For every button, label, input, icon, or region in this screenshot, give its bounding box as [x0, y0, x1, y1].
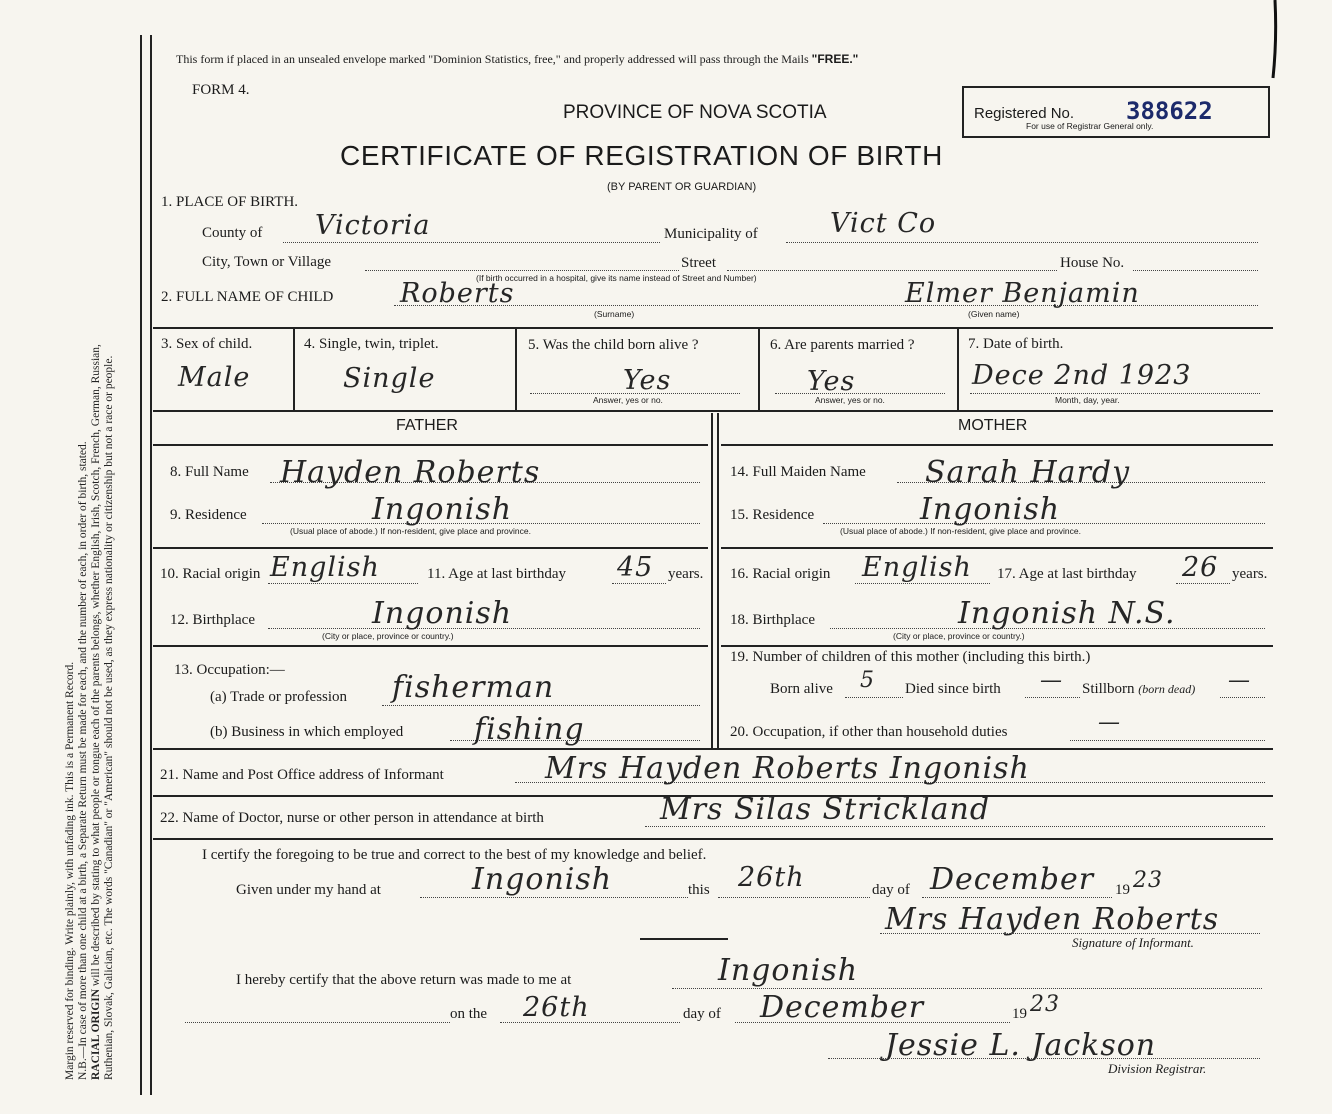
born-alive-count-label: Born alive	[770, 681, 833, 697]
informant-signature-caption: Signature of Informant.	[1072, 935, 1194, 950]
margin-note-line-1: Margin reserved for binding. Write plainly, with unfading ink. This is a Permanent Record.	[64, 661, 76, 1080]
informant-signature: Mrs Hayden Roberts	[885, 902, 1220, 937]
registrar-place-value: Ingonish	[718, 953, 859, 988]
municipality-line	[786, 242, 1258, 243]
registrar-use-note: For use of Registrar General only.	[1026, 121, 1154, 131]
father-heading: FATHER	[396, 417, 458, 434]
city-label: City, Town or Village	[202, 254, 332, 270]
born-alive-label: 5. Was the child born alive ?	[528, 337, 699, 353]
divider-6-7	[957, 327, 959, 410]
registrar-statement: I hereby certify that the above return was made to me at	[236, 972, 572, 988]
occupation-label: 13. Occupation:—	[174, 662, 285, 678]
trade-line	[382, 705, 700, 706]
postal-notice	[176, 52, 858, 67]
father-age-line	[612, 583, 666, 584]
born-alive-value: Yes	[623, 365, 672, 396]
registered-number: 388622	[1126, 97, 1213, 125]
dob-value: Dece 2nd 1923	[972, 360, 1192, 391]
this-label: this	[688, 882, 710, 898]
parents-married-line	[775, 393, 945, 394]
rule-row3-top	[153, 327, 1273, 329]
business-value: fishing	[474, 712, 585, 747]
father-age-label: 11. Age at last birthday	[427, 566, 566, 582]
died-since-birth-label: Died since birth	[905, 681, 1001, 697]
born-alive-line	[530, 393, 740, 394]
certificate-subtitle: (BY PARENT OR GUARDIAN)	[607, 181, 757, 193]
given-month-value: December	[930, 862, 1095, 897]
informant-value: Mrs Hayden Roberts Ingonish	[545, 751, 1030, 786]
father-residence-caption: (Usual place of abode.) If non-resident, give place and province.	[290, 526, 531, 536]
father-birthplace-caption: (City or place, province or country.)	[322, 631, 454, 641]
mother-birthplace-value: Ingonish N.S.	[958, 596, 1176, 631]
mother-occupation-value: —	[1098, 710, 1121, 735]
father-residence-label: 9. Residence	[170, 507, 247, 523]
child-name-label: 2. FULL NAME OF CHILD	[161, 289, 334, 305]
child-given-name: Elmer Benjamin	[905, 278, 1140, 309]
stillborn-value: —	[1228, 668, 1251, 693]
rule-mother-mid1	[721, 547, 1273, 549]
margin-note-line-4: Ruthenian, Slovak, Galician, etc. The words "Canadian" or "American" should not be used, as they express nationality or citizenship but not a race or people.	[103, 355, 115, 1080]
died-since-birth-line	[1025, 697, 1080, 698]
mother-birthplace-label: 18. Birthplace	[730, 612, 815, 628]
mother-age-label: 17. Age at last birthday	[997, 566, 1137, 582]
racial-origin-term: RACIAL ORIGIN	[90, 988, 102, 1080]
street-line	[727, 270, 1057, 271]
surname-caption: (Surname)	[594, 309, 635, 319]
registrar-month-value: December	[760, 990, 925, 1025]
registrar-day-value: 26th	[523, 992, 590, 1023]
parents-married-label: 6. Are parents married ?	[770, 337, 915, 353]
mother-racial-label: 16. Racial origin	[730, 566, 831, 582]
mother-occupation-label: 20. Occupation, if other than household duties	[730, 724, 1008, 740]
registrar-place-line	[672, 988, 1262, 989]
trade-label: (a) Trade or profession	[210, 689, 348, 705]
mother-racial-line	[855, 583, 990, 584]
street-label: Street	[681, 255, 716, 271]
informant-signature-line	[880, 933, 1260, 934]
given-place-value: Ingonish	[472, 862, 613, 897]
stillborn-line	[1220, 697, 1265, 698]
born-alive-count-value: 5	[860, 668, 875, 693]
mother-racial-value: English	[862, 552, 972, 583]
mother-age-line	[1176, 583, 1230, 584]
plurality-value: Single	[343, 363, 436, 394]
dob-line	[970, 393, 1260, 394]
mother-name-label: 14. Full Maiden Name	[730, 464, 866, 480]
registrar-leader-line	[185, 1022, 450, 1023]
mother-residence-caption: (Usual place of abode.) If non-resident, give place and province.	[840, 526, 1081, 536]
registrar-year-value: 23	[1030, 992, 1060, 1017]
rule-father-top	[153, 444, 708, 446]
margin-note-line-3	[90, 40, 103, 1080]
stillborn-label-text: Stillborn	[1082, 681, 1135, 697]
father-racial-line	[268, 583, 418, 584]
stillborn-note: (born dead)	[1138, 682, 1196, 696]
registrar-signature-line	[828, 1058, 1260, 1059]
postal-notice-free: "FREE."	[811, 52, 859, 66]
children-count-label: 19. Number of children of this mother (including this birth.)	[730, 649, 1091, 665]
registrar-signature: Jessie L. Jackson	[885, 1028, 1157, 1063]
father-years-label: years.	[668, 566, 704, 582]
registrar-year-prefix: 19	[1012, 1006, 1027, 1022]
mother-heading: MOTHER	[958, 417, 1028, 434]
attendant-label: 22. Name of Doctor, nurse or other person in attendance at birth	[160, 810, 544, 826]
given-year-prefix: 19	[1115, 882, 1130, 898]
form-number: FORM 4.	[192, 82, 250, 98]
born-alive-count-line	[845, 697, 903, 698]
parents-married-value: Yes	[807, 366, 856, 397]
registered-label: Registered No.	[974, 105, 1075, 122]
certification-separator	[640, 938, 728, 940]
father-age-value: 45	[617, 552, 654, 583]
city-line	[365, 270, 679, 271]
municipality-value: Vict Co	[830, 208, 937, 239]
given-day-value: 26th	[738, 862, 805, 893]
racial-origin-note: will be described by stating to what people or tongue each of the parents belongs, whether English, Irish, Scotch, French, German, Russian,	[90, 344, 102, 989]
registrar-caption: Division Registrar.	[1108, 1061, 1207, 1076]
father-racial-value: English	[270, 552, 380, 583]
mother-age-value: 26	[1182, 552, 1219, 583]
given-year-value: 23	[1133, 868, 1163, 893]
given-under-label: Given under my hand at	[236, 882, 381, 898]
divider-5-6	[758, 327, 760, 410]
margin-rule	[140, 35, 142, 1095]
given-day-line	[718, 897, 870, 898]
mother-residence-value: Ingonish	[920, 492, 1061, 527]
house-no-line	[1133, 270, 1258, 271]
day-of-label: day of	[872, 882, 910, 898]
sex-label: 3. Sex of child.	[161, 336, 253, 352]
dob-caption: Month, day, year.	[1055, 395, 1120, 405]
given-name-caption: (Given name)	[968, 309, 1020, 319]
column-divider-right	[717, 413, 719, 748]
rule-row3-bottom	[153, 410, 1273, 412]
died-since-birth-value: —	[1040, 668, 1063, 693]
divider-4-5	[515, 327, 517, 410]
rule-father-mid1	[153, 547, 708, 549]
mother-occupation-line	[1070, 740, 1265, 741]
certification-statement: I certify the foregoing to be true and correct to the best of my knowledge and belief.	[202, 847, 707, 863]
margin-notes	[0, 0, 150, 1114]
margin-note-line-2: N.B.—In case of more than one child at a birth, a Separate Return must be made for each, and the number of each, in order of birth, stated.	[77, 441, 89, 1080]
hospital-note: (If birth occurred in a hospital, give its name instead of Street and Number)	[476, 273, 757, 283]
mother-birthplace-caption: (City or place, province or country.)	[893, 631, 1025, 641]
trade-value: fisherman	[392, 670, 555, 705]
parents-married-caption: Answer, yes or no.	[815, 395, 885, 405]
sex-value: Male	[178, 362, 251, 393]
father-name-label: 8. Full Name	[170, 464, 249, 480]
father-residence-value: Ingonish	[372, 492, 513, 527]
stillborn-label	[1082, 681, 1195, 698]
rule-mother-mid2	[721, 645, 1273, 647]
father-birthplace-label: 12. Birthplace	[170, 612, 255, 628]
mother-residence-label: 15. Residence	[730, 507, 815, 523]
dob-label: 7. Date of birth.	[968, 336, 1064, 352]
municipality-label: Municipality of	[664, 226, 758, 242]
pen-stroke-mark	[1265, 0, 1285, 80]
margin-notes-text	[64, 40, 116, 1080]
county-value: Victoria	[315, 210, 431, 241]
column-divider-left	[711, 413, 713, 748]
county-label: County of	[202, 225, 263, 241]
father-racial-label: 10. Racial origin	[160, 566, 261, 582]
born-alive-caption: Answer, yes or no.	[593, 395, 663, 405]
house-no-label: House No.	[1060, 255, 1125, 271]
given-place-line	[420, 897, 688, 898]
registrar-day-of-label: day of	[683, 1006, 721, 1022]
rule-attendant-bottom	[153, 838, 1273, 840]
child-surname: Roberts	[400, 278, 515, 309]
given-month-line	[922, 897, 1112, 898]
mother-name-value: Sarah Hardy	[925, 455, 1131, 490]
registered-number-box	[962, 86, 1270, 138]
rule-father-mid2	[153, 645, 708, 647]
plurality-label: 4. Single, twin, triplet.	[304, 336, 439, 352]
informant-label: 21. Name and Post Office address of Informant	[160, 767, 444, 783]
mother-years-label: years.	[1232, 566, 1268, 582]
place-of-birth-label: 1. PLACE OF BIRTH.	[161, 194, 299, 210]
margin-rule-inner	[150, 35, 152, 1095]
rule-mother-top	[721, 444, 1273, 446]
attendant-value: Mrs Silas Strickland	[660, 792, 991, 827]
on-the-label: on the	[450, 1006, 488, 1022]
county-line	[283, 242, 660, 243]
business-label: (b) Business in which employed	[210, 724, 404, 740]
rule-columns-bottom	[153, 748, 1273, 750]
father-birthplace-value: Ingonish	[372, 596, 513, 631]
certificate-title: CERTIFICATE OF REGISTRATION OF BIRTH	[340, 140, 943, 171]
postal-notice-text: This form if placed in an unsealed envelope marked "Dominion Statistics, free," and properly addressed will pass through the Mails	[176, 52, 812, 66]
divider-3-4	[293, 327, 295, 410]
father-name-value: Hayden Roberts	[280, 455, 541, 490]
province-title: PROVINCE OF NOVA SCOTIA	[563, 102, 827, 123]
